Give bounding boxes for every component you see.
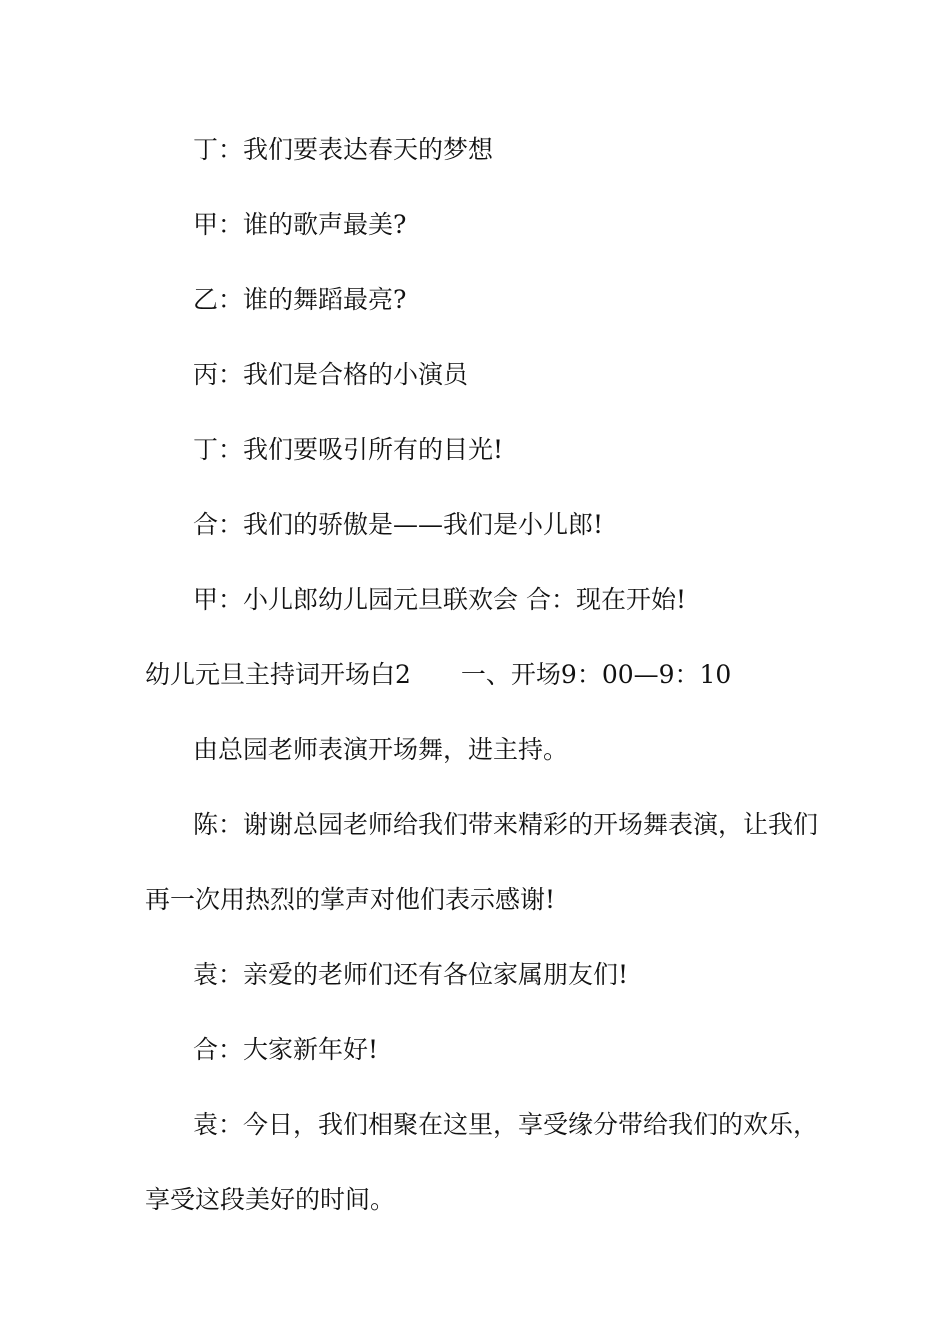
dialogue-line: 丁：我们要表达春天的梦想 <box>193 135 494 164</box>
dialogue-line: 乙：谁的舞蹈最亮? <box>193 285 407 314</box>
dialogue-line: 丙：我们是合格的小演员 <box>193 360 469 389</box>
dialogue-line: 袁：今日，我们相聚在这里，享受缘分带给我们的欢乐， <box>193 1110 819 1139</box>
dialogue-line: 甲：小儿郎幼儿园元旦联欢会 合：现在开始! <box>193 585 686 614</box>
paragraph-line: 由总园老师表演开场舞，进主持。 <box>193 735 569 764</box>
dialogue-line: 丁：我们要吸引所有的目光! <box>193 435 504 464</box>
dialogue-line: 袁：亲爱的老师们还有各位家属朋友们! <box>193 960 629 989</box>
dialogue-line: 甲：谁的歌声最美? <box>193 210 407 239</box>
dialogue-line: 陈：谢谢总园老师给我们带来精彩的开场舞表演，让我们 <box>193 810 819 839</box>
dialogue-line: 合：我们的骄傲是——我们是小儿郎! <box>193 510 604 539</box>
dialogue-line: 合：大家新年好! <box>193 1035 379 1064</box>
dialogue-continuation: 享受这段美好的时间。 <box>145 1185 396 1214</box>
section-heading: 幼儿元旦主持词开场白2 一、开场9：00—9：10 <box>145 660 732 689</box>
dialogue-continuation: 再一次用热烈的掌声对他们表示感谢! <box>145 885 556 914</box>
